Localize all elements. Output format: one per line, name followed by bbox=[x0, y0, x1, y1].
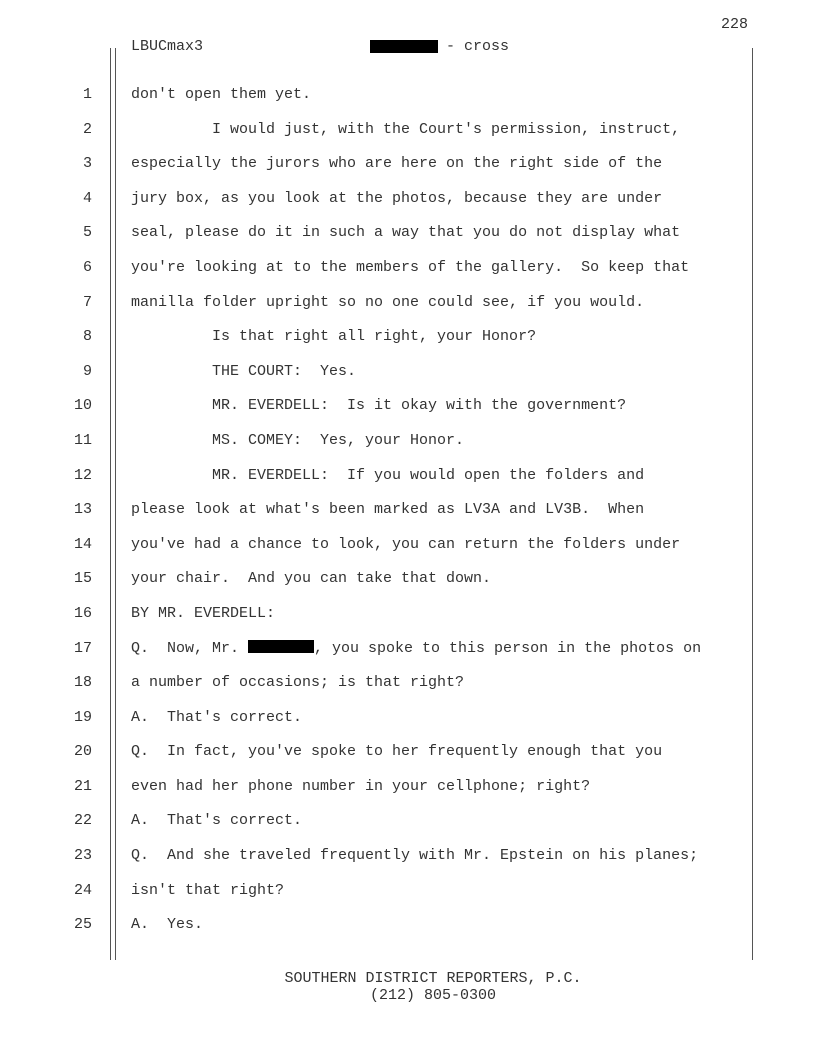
line-text: manilla folder upright so no one could see, if you would. bbox=[131, 293, 645, 311]
line-number: 2 bbox=[82, 120, 92, 138]
transcript-line bbox=[0, 843, 816, 878]
header-witness bbox=[370, 38, 509, 55]
redaction-block bbox=[370, 40, 438, 53]
transcript-line bbox=[0, 912, 816, 947]
line-text: please look at what's been marked as LV3A and LV3B. When bbox=[131, 501, 645, 519]
transcript-line bbox=[0, 774, 816, 809]
line-text: you've had a chance to look, you can return the folders under bbox=[131, 535, 681, 553]
transcript-line bbox=[0, 739, 816, 774]
line-number: 14 bbox=[73, 535, 92, 553]
transcript-line bbox=[0, 82, 816, 117]
transcript-line bbox=[0, 324, 816, 359]
page-footer bbox=[0, 970, 816, 1004]
line-number: 15 bbox=[73, 570, 92, 588]
line-text: A. That's correct. bbox=[131, 812, 303, 830]
line-number: 21 bbox=[73, 777, 92, 795]
line-text: I would just, with the Court's permission, instruct, bbox=[131, 120, 681, 138]
transcript-line bbox=[0, 497, 816, 532]
line-number: 4 bbox=[82, 189, 92, 207]
transcript-line bbox=[0, 532, 816, 567]
transcript-line bbox=[0, 393, 816, 428]
line-text: THE COURT: Yes. bbox=[131, 362, 357, 380]
transcript-line bbox=[0, 151, 816, 186]
line-number: 25 bbox=[73, 916, 92, 934]
line-number: 16 bbox=[73, 604, 92, 622]
line-number: 7 bbox=[82, 293, 92, 311]
line-number: 8 bbox=[82, 328, 92, 346]
line-number: 22 bbox=[73, 812, 92, 830]
transcript-line bbox=[0, 566, 816, 601]
redaction-block bbox=[248, 640, 314, 653]
line-number: 5 bbox=[82, 224, 92, 242]
transcript-line bbox=[0, 290, 816, 325]
line-number: 3 bbox=[82, 155, 92, 173]
line-text-after-redaction: , you spoke to this person in the photos on bbox=[314, 639, 702, 657]
line-text: MR. EVERDELL: Is it okay with the government? bbox=[131, 397, 627, 415]
line-number: 9 bbox=[82, 362, 92, 380]
transcript-line bbox=[0, 117, 816, 152]
line-text: seal, please do it in such a way that you do not display what bbox=[131, 224, 681, 242]
line-number: 6 bbox=[82, 258, 92, 276]
transcript-line bbox=[0, 220, 816, 255]
page-number: 228 bbox=[720, 16, 748, 33]
transcript-line bbox=[0, 186, 816, 221]
transcript-line bbox=[0, 428, 816, 463]
line-text: a number of occasions; is that right? bbox=[131, 674, 465, 692]
line-number: 23 bbox=[73, 847, 92, 865]
line-text: Q. In fact, you've spoke to her frequently enough that you bbox=[131, 743, 663, 761]
line-number: 17 bbox=[73, 639, 92, 657]
line-text bbox=[131, 636, 701, 662]
header-suffix: - cross bbox=[446, 38, 510, 55]
line-text: especially the jurors who are here on the right side of the bbox=[131, 155, 663, 173]
line-text: A. Yes. bbox=[131, 916, 204, 934]
transcript-body bbox=[0, 82, 816, 947]
transcript-line bbox=[0, 601, 816, 636]
line-text: you're looking at to the members of the gallery. So keep that bbox=[131, 258, 690, 276]
case-code: LBUCmax3 bbox=[131, 38, 204, 55]
line-number: 19 bbox=[73, 708, 92, 726]
line-text: A. That's correct. bbox=[131, 708, 303, 726]
line-text: isn't that right? bbox=[131, 881, 285, 899]
line-text: jury box, as you look at the photos, because they are under bbox=[131, 189, 663, 207]
transcript-line bbox=[0, 359, 816, 394]
line-text: even had her phone number in your cellphone; right? bbox=[131, 777, 591, 795]
line-text: MS. COMEY: Yes, your Honor. bbox=[131, 431, 465, 449]
line-number: 11 bbox=[73, 431, 92, 449]
transcript-line bbox=[0, 463, 816, 498]
line-number: 24 bbox=[73, 881, 92, 899]
line-number: 1 bbox=[82, 86, 92, 103]
line-text: BY MR. EVERDELL: bbox=[131, 604, 276, 622]
line-number: 18 bbox=[73, 674, 92, 692]
line-text: your chair. And you can take that down. bbox=[131, 570, 492, 588]
transcript-line bbox=[0, 636, 816, 671]
transcript-line bbox=[0, 670, 816, 705]
transcript-line bbox=[0, 705, 816, 740]
line-text: don't open them yet. bbox=[131, 86, 312, 103]
transcript-line bbox=[0, 808, 816, 843]
transcript-line bbox=[0, 255, 816, 290]
line-text: MR. EVERDELL: If you would open the folders and bbox=[131, 466, 645, 484]
line-number: 10 bbox=[73, 397, 92, 415]
line-text: Q. And she traveled frequently with Mr. Epstein on his planes; bbox=[131, 847, 699, 865]
reporter-name: SOUTHERN DISTRICT REPORTERS, P.C. bbox=[284, 970, 582, 987]
line-number: 13 bbox=[73, 501, 92, 519]
line-number: 20 bbox=[73, 743, 92, 761]
line-text-before-redaction: Q. Now, Mr. bbox=[131, 639, 249, 657]
line-text: Is that right all right, your Honor? bbox=[131, 328, 537, 346]
line-number: 12 bbox=[73, 466, 92, 484]
reporter-phone: (212) 805-0300 bbox=[369, 987, 497, 1004]
transcript-line bbox=[0, 878, 816, 913]
